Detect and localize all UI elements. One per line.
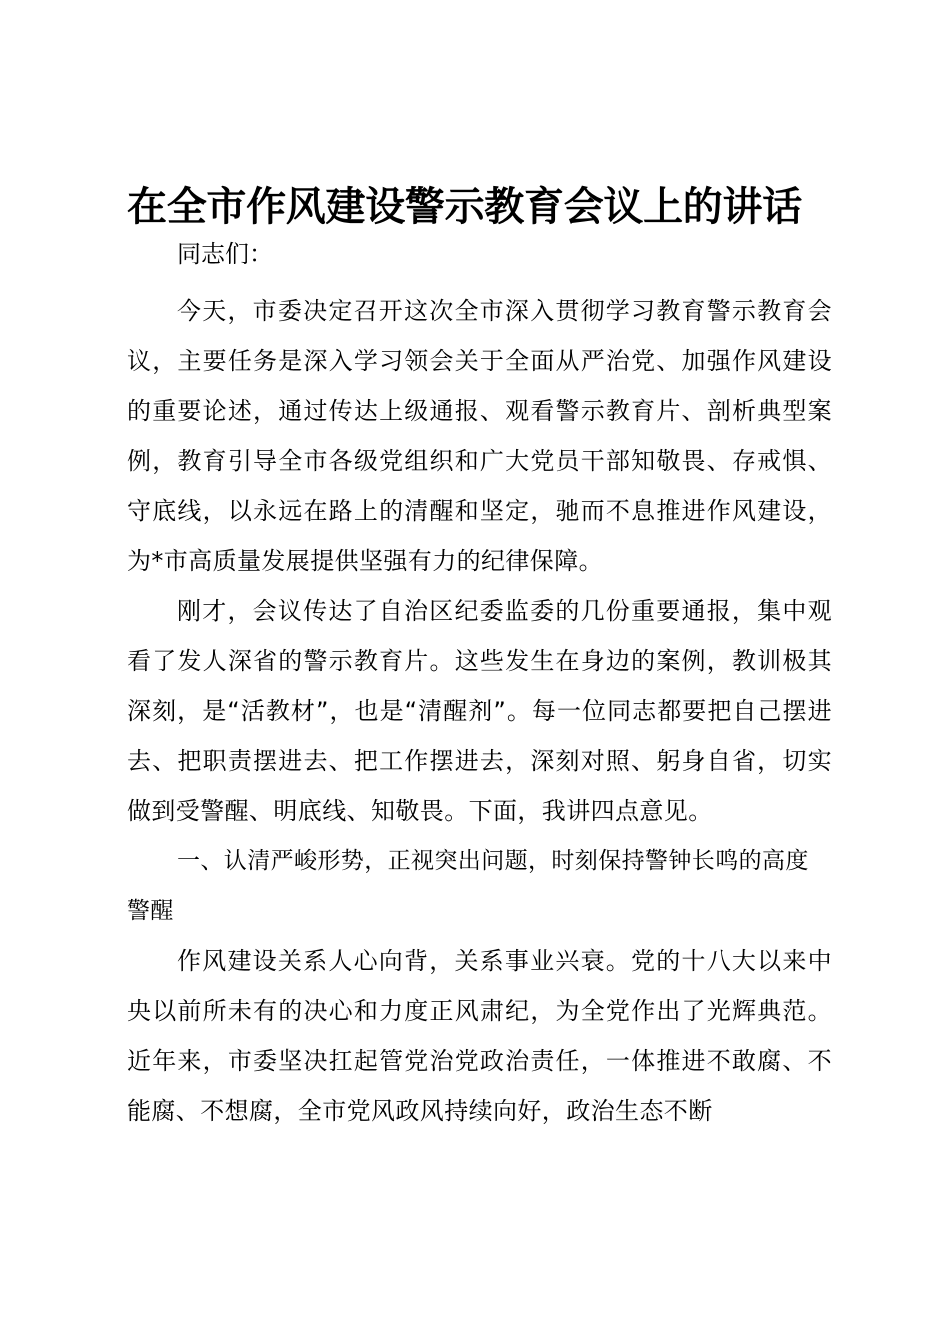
document-title: 在全市作风建设警示教育会议上的讲话 [127,184,802,230]
paragraph-section-one: 作风建设关系人心向背，关系事业兴衰。党的十八大以来中央以前所未有的决心和力度正风肃纪，为全党作出了光辉典范。近年来，市委坚决扛起管党治党政治责任，一体推进不敢腐、不能腐、不想腐，全市党风政风持续向好，政治生态不断 [127,947,832,1125]
paragraph-opening: 今天，市委决定召开这次全市深入贯彻学习教育警示教育会议，主要任务是深入学习领会关于全面从严治党、加强作风建设的重要论述，通过传达上级通报、观看警示教育片、剖析典型案例，教育引导全市各级党组织和广大党员干部知敬畏、存戒惧、守底线，以永远在路上的清醒和坚定，驰而不息推进作风建设，为*市高质量发展提供坚强有力的纪律保障。 [127,297,832,575]
section-heading-one: 一、认清严峻形势，正视突出问题，时刻保持警钟长鸣的高度警醒 [127,848,809,924]
document-page [127,178,832,1136]
paragraph-meeting-summary: 刚才，会议传达了自治区纪委监委的几份重要通报，集中观看了发人深省的警示教育片。这些发生在身边的案例，教训极其深刻，是“活教材”，也是“清醒剂”。每一位同志都要把自己摆进去、把职责摆进去、把工作摆进去，深刻对照、躬身自省，切实做到受警醒、明底线、知敬畏。下面，我讲四点意见。 [127,597,832,825]
greeting: 同志们： [177,240,273,268]
